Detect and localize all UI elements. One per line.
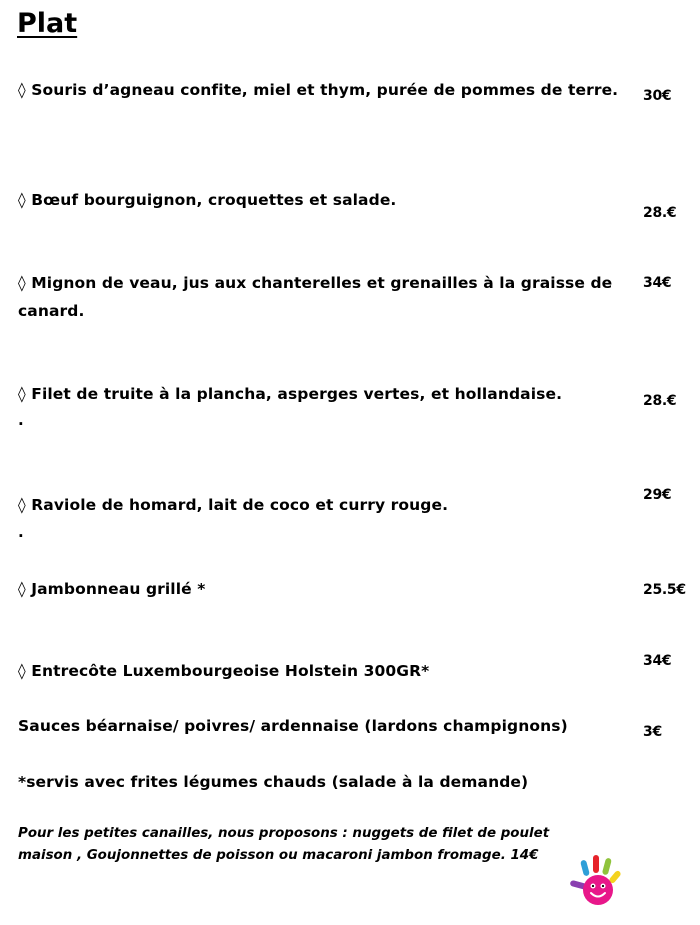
sauces-line: Sauces béarnaise/ poivres/ ardennaise (lardons champignons) (18, 717, 568, 735)
price-jambonneau: 25.5€ (643, 582, 686, 598)
menu-item-mignon-veau: ◊ Mignon de veau, jus aux chanterelles et grenailles à la graisse de canard. (18, 274, 613, 320)
price-mignon-veau: 34€ (643, 275, 672, 291)
menu-item-raviole-homard: ◊ Raviole de homard, lait de coco et curry rouge. (18, 496, 449, 514)
menu-item-entrecote: ◊ Entrecôte Luxembourgeoise Holstein 300GR* (18, 662, 430, 680)
kids-note: Pour les petites canailles, nous proposons : nuggets de filet de poulet maison , Goujonnettes de poisson ou macaroni jambon fromage. 14€ (18, 826, 550, 863)
price-boeuf-bourguignon: 28.€ (643, 205, 677, 221)
page-title: Plat (17, 8, 78, 39)
smiling-hand-icon (560, 852, 640, 912)
price-filet-truite: 28.€ (643, 393, 677, 409)
trailing-dot: . (18, 523, 24, 541)
price-souris-agneau: 30€ (643, 88, 672, 104)
menu-item-souris-agneau: ◊ Souris d’agneau confite, miel et thym, purée de pommes de terre. (18, 81, 619, 99)
price-entrecote: 34€ (643, 653, 672, 669)
served-note: *servis avec frites légumes chauds (salade à la demande) (18, 773, 529, 791)
price-raviole-homard: 29€ (643, 487, 672, 503)
menu-item-boeuf-bourguignon: ◊ Bœuf bourguignon, croquettes et salade. (18, 191, 397, 209)
menu-item-filet-truite: ◊ Filet de truite à la plancha, asperges vertes, et hollandaise. (18, 385, 563, 403)
price-sauces: 3€ (643, 724, 662, 740)
menu-item-jambonneau: ◊ Jambonneau grillé * (18, 580, 206, 598)
trailing-dot: . (18, 411, 24, 429)
